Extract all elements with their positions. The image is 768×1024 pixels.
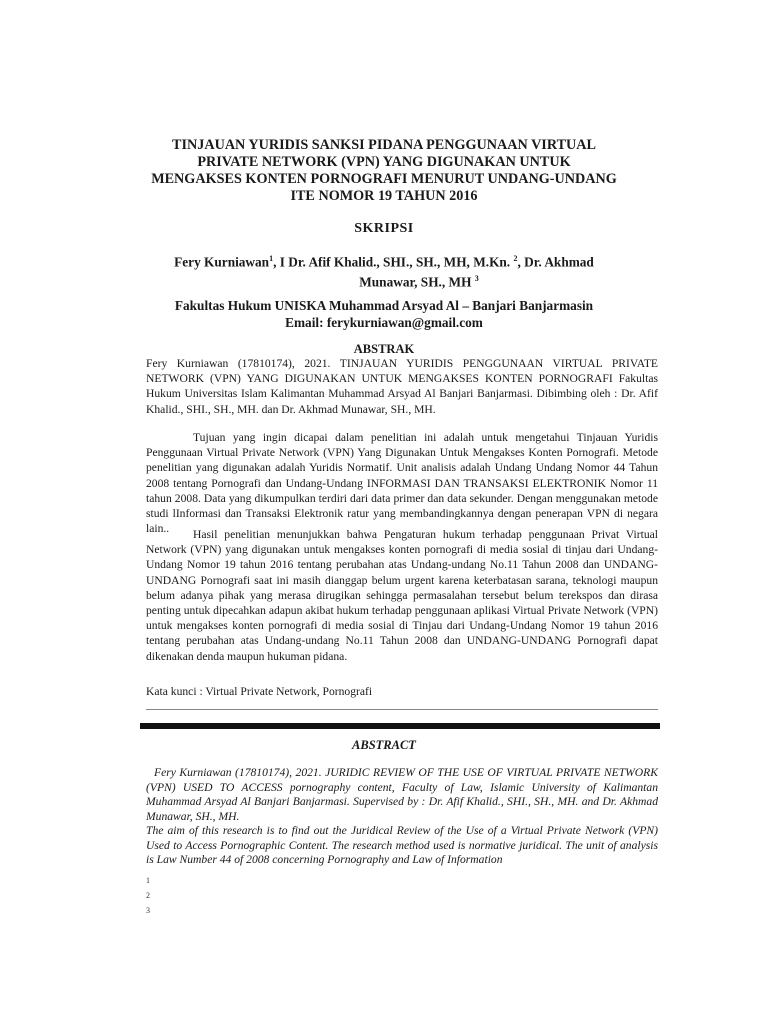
footnote-number: 3: [146, 906, 150, 915]
footnote-marker: 1: [269, 254, 274, 263]
footnote-number: 1: [146, 876, 150, 885]
abstract-paragraph: Fery Kurniawan (17810174), 2021. JURIDIC REVIEW OF THE USE OF VIRTUAL PRIVATE NETWORK (VPN) USED TO ACCESS pornography content, Faculty of Law, Islamic University of Kalimantan Muhammad Arsyad Al Banjari Banjarmasi. Supervised by : Dr. Afif Khalid., SHI., SH., MH. and Dr. Akhmad Munawar, SH., MH.: [146, 766, 658, 823]
abstract-heading: ABSTRACT: [352, 738, 416, 752]
abstract-paragraph: The aim of this research is to find out the Juridical Review of the Use of a Virtual Private Network (VPN) Used to Access Pornographic Content. The research method used is normative juridical. The unit of analysis is Law Number 44 of 2008 concerning Pornography and Law of Information: [146, 824, 658, 866]
author-list: [0, 250, 768, 291]
author-email: Email: ferykurniawan@gmail.com: [285, 315, 483, 330]
keywords: Kata kunci : Virtual Private Network, Pornografi: [146, 685, 373, 698]
abstrak-heading: ABSTRAK: [353, 342, 415, 356]
footnote-number: 2: [146, 891, 150, 900]
abstrak-paragraph: Tujuan yang ingin dicapai dalam penelitian ini adalah untuk mengetahui Tinjauan Yuridis Penggunaan Virtual Private Network (VPN) Yang Digunakan Untuk Mengakses Konten Pornografi. Metode penelitian yang digunakan adalah Yuridis Normatif. Unit analisis adalah Undang Undang Nomor 44 Tahun 2008 tentang Pornografi dan Undang-Undang INFORMASI DAN TRANSAKSI ELEKTRONIK Nomor 11 tahun 2008. Data yang dikumpulkan terdiri dari data primer dan data sekunder. Dengan menggunakan metode studi lInformasi dan Transaksi Elektronik ratur yang membandingkannya dengan penerapan VPN di negara lain..: [146, 431, 658, 536]
affiliation: [0, 297, 768, 331]
title-line: TINJAUAN YURIDIS SANKSI PIDANA PENGGUNAAN VIRTUAL: [172, 137, 596, 153]
author-name: , I Dr. Afif Khalid., SHI., SH., MH, M.Kn.: [273, 254, 511, 270]
title-line: MENGAKSES KONTEN PORNOGRAFI MENURUT UNDANG-UNDANG: [151, 171, 617, 187]
footnote-marker: 2: [513, 254, 518, 263]
title-line: ITE NOMOR 19 TAHUN 2016: [290, 188, 478, 204]
document-title: [0, 137, 768, 205]
author-name: , Dr. Akhmad: [517, 254, 594, 270]
abstrak-paragraph: Fery Kurniawan (17810174), 2021. TINJAUAN YURIDIS PENGGUNAAN VIRTUAL PRIVATE NETWORK (VPN) YANG DIGUNAKAN UNTUK MENGAKSES KONTEN PORNOGRAFI Fakultas Hukum Universitas Islam Kalimantan Muhammad Arsyad Al Banjari Banjarmasi. Dibimbing oleh : Dr. Afif Khalid., SHI., SH., MH. dan Dr. Akhmad Munawar, SH., MH.: [146, 357, 658, 416]
divider-thick: [140, 723, 660, 729]
author-line: [0, 270, 768, 290]
faculty-name: Fakultas Hukum UNISKA Muhammad Arsyad Al – Banjari Banjarmasin: [174, 298, 594, 313]
document-type: SKRIPSI: [354, 221, 414, 236]
author-name: Munawar, SH., MH: [359, 274, 472, 290]
abstrak-paragraph: Hasil penelitian menunjukkan bahwa Pengaturan hukum terhadap penggunaan Privat Virtual Network (VPN) yang digunakan untuk mengakses konten pornografi di media sosial di tinjau dari Undang-Undang Nomor 19 tahun 2016 tentang perubahan atas Undang-undang No.11 Tahun 2008 dan UNDANG-UNDANG Pornografi saat ini masih dianggap belum urgent karena keterbatasan sarana, teknologi maupun belum adanya pihak yang merasa dirugikan sehingga permasalahan tersebut belum terekspos dan dirasa penting untuk dipecahkan adapun akibat hukum terhadap penggunaan aplikasi Virtual Private Network (VPN) untuk mengakses konten pornografi di media sosial di Tinjau dari Undang-Undang Nomor 19 tahun 2016 tentang perubahan atas Undang-undang No.11 Tahun 2008 dan UNDANG-UNDANG Pornografi dapat dikenakan denda maupun hukuman pidana.: [146, 528, 658, 663]
footnote-marker: 3: [474, 274, 479, 284]
title-line: PRIVATE NETWORK (VPN) YANG DIGUNAKAN UNTUK: [197, 154, 571, 170]
author-line: [0, 250, 768, 270]
author-name: Fery Kurniawan: [174, 254, 270, 270]
divider-thin: [146, 709, 658, 710]
